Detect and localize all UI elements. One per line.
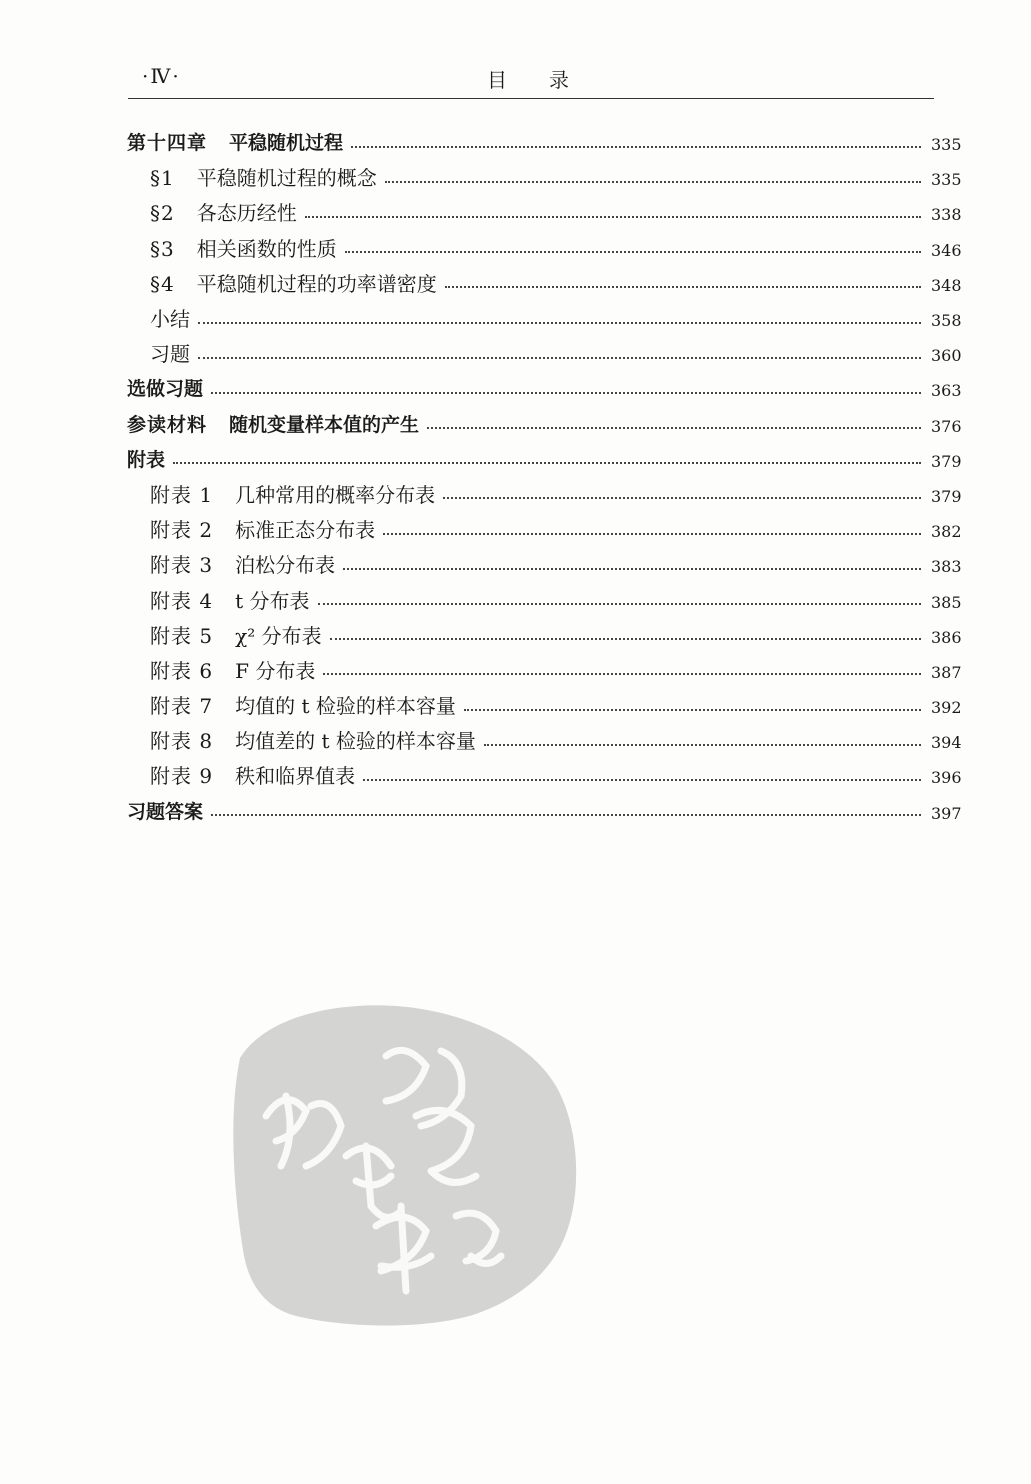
- toc-entry-title: 附表: [127, 448, 166, 471]
- toc-entry-number: 附表 1: [150, 482, 214, 507]
- toc-entry: [0, 581, 1031, 616]
- toc-entry: [0, 124, 1031, 159]
- toc-entry-title: 随机变量样本值的产生: [229, 413, 420, 436]
- toc-entry: [0, 476, 1031, 511]
- toc-entry-number: 附表 3: [150, 553, 214, 578]
- toc-entry-title: 均值的 t 检验的样本容量: [235, 694, 456, 719]
- toc-entry-page: 360: [931, 346, 962, 366]
- toc-entry-label: [150, 303, 198, 332]
- toc-entry-number: §4: [150, 271, 175, 296]
- toc-entry-title: 各态历经性: [196, 201, 297, 226]
- toc-entry-title: 平稳随机过程: [229, 132, 344, 155]
- toc-entry-page: 358: [931, 311, 962, 331]
- toc-entry-label: [150, 585, 318, 614]
- dot-leader: [173, 460, 921, 464]
- toc-entry-label: [127, 374, 211, 401]
- toc-entry-label: [150, 725, 484, 754]
- toc-entry-number: §1: [150, 166, 175, 191]
- toc-entry-title: 相关函数的性质: [196, 236, 337, 261]
- toc-entry-page: 335: [931, 170, 962, 190]
- toc-entry-label: [127, 128, 351, 155]
- toc-entry-label: [150, 268, 445, 297]
- toc-entry-title: 习题答案: [127, 800, 204, 823]
- toc-entry-page: 376: [931, 416, 962, 436]
- toc-entry-title: 小结: [150, 307, 190, 332]
- toc-entry: [0, 159, 1031, 194]
- toc-entry-label: [150, 690, 464, 719]
- toc-entry-number: 附表 9: [150, 764, 214, 789]
- toc-entry-label: [150, 514, 383, 543]
- toc-entry: [0, 617, 1031, 652]
- dot-leader: [211, 812, 921, 816]
- dot-leader: [211, 390, 921, 394]
- dot-leader: [363, 777, 921, 781]
- seal-stamp-watermark: [226, 996, 588, 1332]
- toc-entry-page: 387: [931, 662, 962, 682]
- toc-entry-title: 泊松分布表: [235, 553, 336, 578]
- dot-leader: [318, 601, 922, 605]
- table-of-contents: [0, 124, 1031, 828]
- toc-entry-page: 363: [931, 381, 962, 401]
- toc-entry-title: 秩和临界值表: [235, 764, 356, 789]
- page-number: ·Ⅳ·: [142, 64, 181, 88]
- toc-entry-label: [150, 620, 330, 649]
- toc-entry-number: 附表 6: [150, 658, 214, 683]
- toc-entry-page: 348: [931, 275, 962, 295]
- toc-entry-page: 346: [931, 240, 962, 260]
- dot-leader: [383, 531, 921, 535]
- dot-leader: [385, 179, 921, 183]
- toc-entry-number: 附表 8: [150, 729, 214, 754]
- toc-entry-number: 附表 2: [150, 518, 214, 543]
- toc-entry-page: 392: [931, 698, 962, 718]
- toc-entry-label: [150, 549, 343, 578]
- toc-entry-label: [150, 162, 385, 191]
- toc-entry-title: 平稳随机过程的概念: [196, 166, 377, 191]
- toc-entry-number: §3: [150, 236, 175, 261]
- toc-entry-page: 382: [931, 522, 962, 542]
- dot-leader: [445, 284, 921, 288]
- toc-entry-page: 394: [931, 733, 962, 753]
- toc-entry-page: 383: [931, 557, 962, 577]
- toc-entry-label: [127, 797, 211, 824]
- toc-entry-label: [127, 445, 173, 472]
- toc-entry-title: 选做习题: [127, 378, 204, 401]
- toc-entry-title: χ² 分布表: [235, 623, 322, 648]
- toc-entry-number: 附表 7: [150, 694, 214, 719]
- dot-leader: [427, 425, 921, 429]
- toc-entry: [0, 652, 1031, 687]
- dot-leader: [198, 320, 921, 324]
- dot-leader: [330, 636, 921, 640]
- dot-leader: [198, 355, 921, 359]
- toc-entry: [0, 265, 1031, 300]
- dot-leader: [343, 566, 921, 570]
- toc-entry-page: 386: [931, 627, 962, 647]
- toc-entry: [0, 194, 1031, 229]
- toc-entry-title: 均值差的 t 检验的样本容量: [235, 729, 476, 754]
- toc-entry: [0, 441, 1031, 476]
- toc-entry-number: 参读材料: [127, 413, 208, 436]
- toc-entry-title: t 分布表: [235, 588, 310, 613]
- toc-entry-page: 397: [931, 803, 962, 823]
- page-title: 目录: [487, 68, 611, 92]
- toc-entry: [0, 793, 1031, 828]
- toc-entry: [0, 230, 1031, 265]
- toc-entry-label: [150, 479, 443, 508]
- toc-entry-title: 习题: [150, 342, 190, 367]
- toc-entry-number: 第十四章: [127, 132, 208, 155]
- toc-entry-label: [150, 233, 345, 262]
- toc-entry-label: [127, 410, 427, 437]
- toc-entry-title: 标准正态分布表: [235, 518, 376, 543]
- toc-entry-label: [150, 760, 363, 789]
- toc-entry-title: 几种常用的概率分布表: [235, 482, 436, 507]
- dot-leader: [323, 671, 921, 675]
- toc-entry-number: 附表 5: [150, 623, 214, 648]
- toc-entry-label: [150, 338, 198, 367]
- toc-entry: [0, 546, 1031, 581]
- toc-entry-page: 338: [931, 205, 962, 225]
- dot-leader: [351, 144, 921, 148]
- dot-leader: [305, 214, 921, 218]
- toc-entry: [0, 300, 1031, 335]
- page-header: [128, 60, 934, 99]
- toc-entry-title: F 分布表: [235, 658, 316, 683]
- toc-entry-label: [150, 197, 305, 226]
- toc-entry-label: [150, 655, 323, 684]
- toc-entry: [0, 511, 1031, 546]
- toc-entry: [0, 722, 1031, 757]
- toc-entry-number: 附表 4: [150, 588, 214, 613]
- dot-leader: [484, 742, 921, 746]
- dot-leader: [464, 707, 921, 711]
- toc-entry: [0, 370, 1031, 405]
- toc-entry: [0, 406, 1031, 441]
- toc-entry: [0, 335, 1031, 370]
- dot-leader: [443, 495, 921, 499]
- toc-entry: [0, 757, 1031, 792]
- dot-leader: [345, 249, 921, 253]
- toc-entry-title: 平稳随机过程的功率谱密度: [196, 271, 437, 296]
- toc-entry-number: §2: [150, 201, 175, 226]
- toc-entry-page: 379: [931, 486, 962, 506]
- toc-entry-page: 335: [931, 135, 962, 155]
- toc-entry-page: 379: [931, 451, 962, 471]
- toc-entry-page: 385: [931, 592, 962, 612]
- toc-entry-page: 396: [931, 768, 962, 788]
- toc-entry: [0, 687, 1031, 722]
